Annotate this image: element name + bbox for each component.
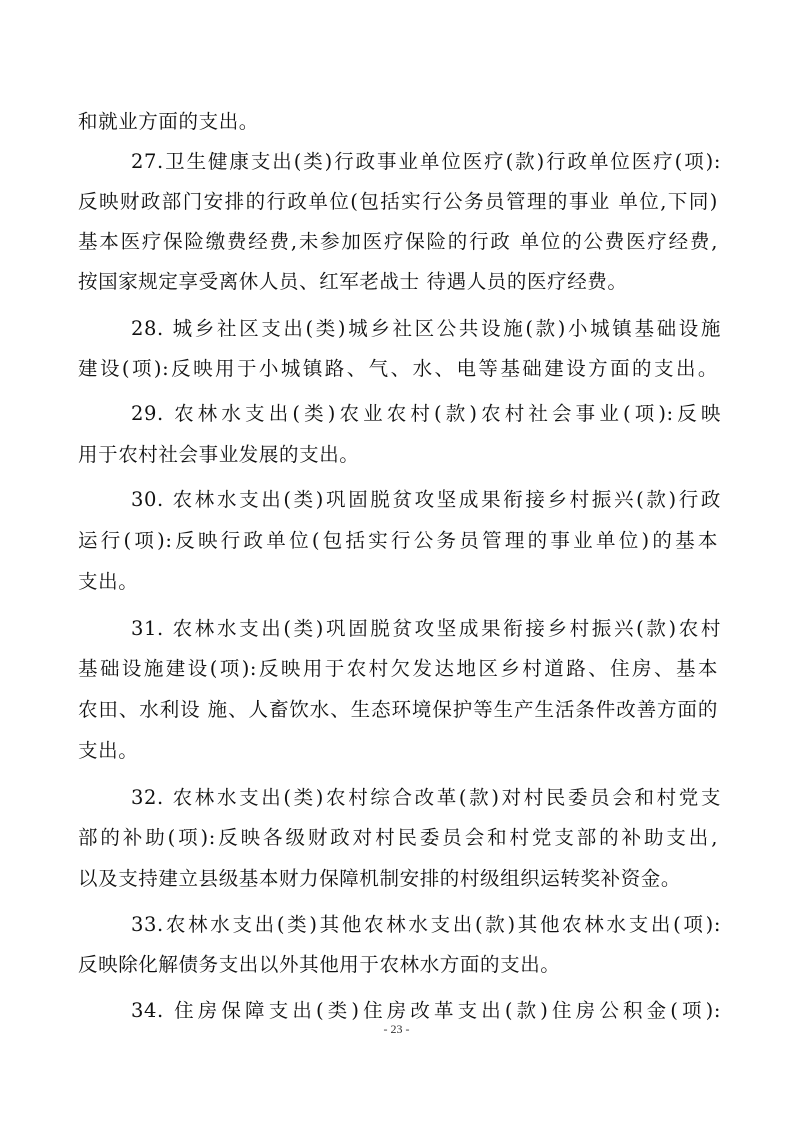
paragraph-27-first-line: 27.卫生健康支出(类)行政事业单位医疗(款)行政单位医疗(项): — [131, 150, 721, 173]
text-line: 运行(项):反映行政单位(包括实行公务员管理的事业单位)的基本 — [78, 529, 718, 552]
text-line: 农田、水利设 施、人畜饮水、生态环境保护等生产生活条件改善方面的 — [78, 698, 718, 721]
paragraph-32-first-line: 32. 农林水支出(类)农村综合改革(款)对村民委员会和村党支 — [131, 786, 721, 809]
text-line: 以及支持建立县级基本财力保障机制安排的村级组织运转奖补资金。 — [78, 867, 682, 890]
paragraph-29-first-line: 29. 农林水支出(类)农业农村(款)农村社会事业(项):反映 — [131, 402, 721, 425]
text-line: 用于农村社会事业发展的支出。 — [78, 443, 360, 466]
text-line: 支出。 — [78, 739, 139, 762]
paragraph-28-first-line: 28. 城乡社区支出(类)城乡社区公共设施(款)小城镇基础设施 — [131, 317, 721, 340]
paragraph-34-first-line: 34. 住房保障支出(类)住房改革支出(款)住房公积金(项): — [131, 999, 721, 1022]
text-line: 反映财政部门安排的行政单位(包括实行公务员管理的事业 单位,下同) — [78, 190, 718, 213]
paragraph-31-first-line: 31. 农林水支出(类)巩固脱贫攻坚成果衔接乡村振兴(款)农村 — [131, 617, 721, 640]
page-number: - 23 - — [383, 1022, 410, 1036]
paragraph-30-first-line: 30. 农林水支出(类)巩固脱贫攻坚成果衔接乡村振兴(款)行政 — [131, 488, 721, 511]
text-line: 部的补助(项):反映各级财政对村民委员会和村党支部的补助支出, — [78, 826, 718, 849]
text-line: 支出。 — [78, 570, 139, 593]
text-line: 建设(项):反映用于小城镇路、气、水、电等基础建设方面的支出。 — [78, 357, 718, 380]
text-line: 基础设施建设(项):反映用于农村欠发达地区乡村道路、住房、基本 — [78, 657, 718, 680]
text-line: 基本医疗保险缴费经费,未参加医疗保险的行政 单位的公费医疗经费, — [78, 230, 718, 253]
paragraph-33-first-line: 33.农林水支出(类)其他农林水支出(款)其他农林水支出(项): — [131, 913, 721, 936]
text-line: 和就业方面的支出。 — [78, 110, 259, 133]
text-line: 反映除化解债务支出以外其他用于农林水方面的支出。 — [78, 953, 561, 976]
text-line: 按国家规定享受离休人员、红军老战士 待遇人员的医疗经费。 — [78, 270, 628, 293]
